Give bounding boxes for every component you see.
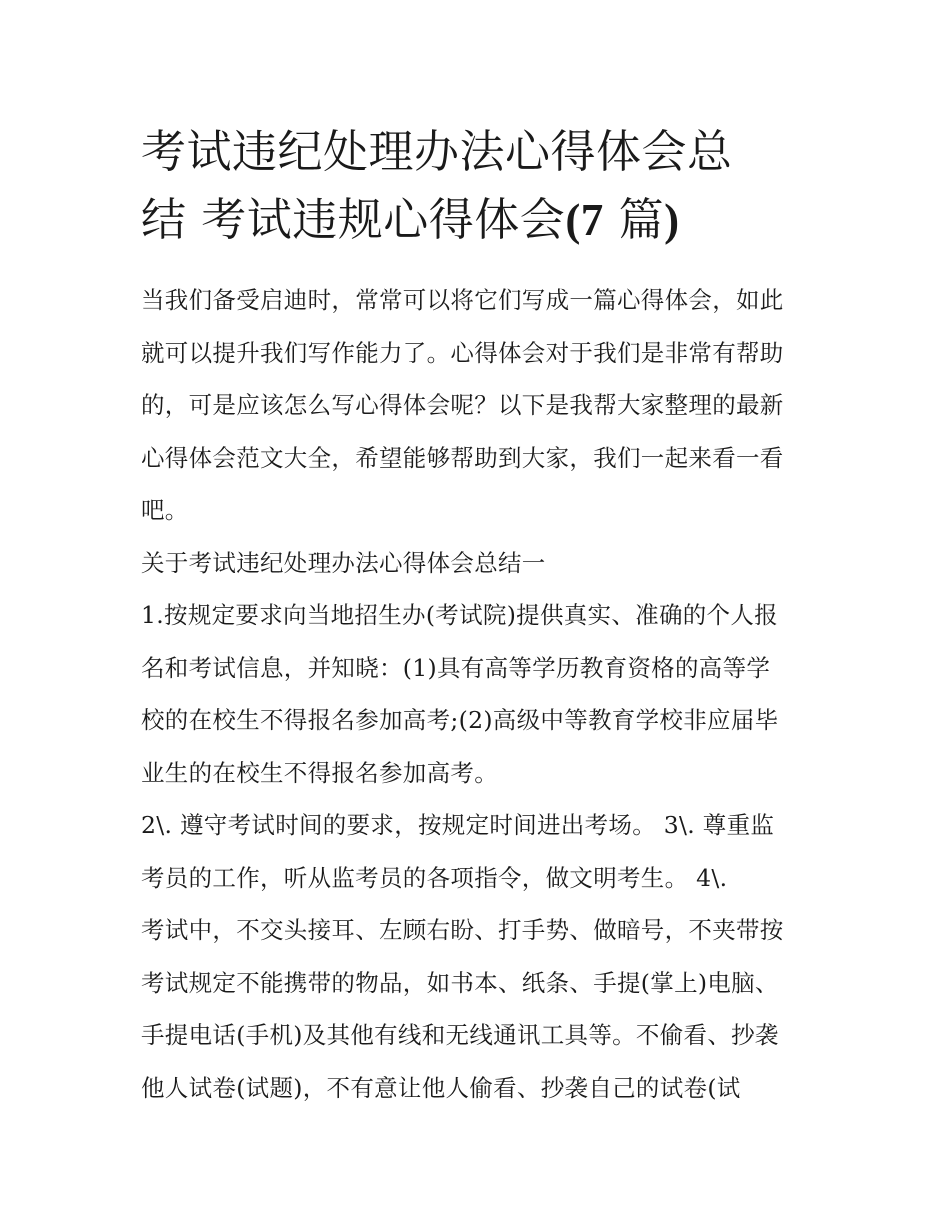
document-page — [141, 118, 813, 1114]
rule-paragraph-2 — [141, 799, 813, 1114]
title-pian: 篇 — [618, 193, 665, 246]
text-line: 1.按规定要求向当地招生办(考试院)提供真实、准确的个人报 — [141, 601, 778, 629]
text-line: 考员的工作，听从监考员的各项指令，做文明考生。 4\. — [141, 863, 728, 892]
title-paren-open: (7 — [565, 195, 604, 245]
text-line: 业生的在校生不得报名参加高考。 — [141, 758, 498, 787]
text-line: 2\. 遵守考试时间的要求，按规定时间进出考场。 3\. 尊重监 — [141, 811, 775, 839]
text-line: 手提电话(手机)及其他有线和无线通讯工具等。不偷看、抄袭 — [141, 1021, 779, 1049]
text-line: 校的在校生不得报名参加高考;(2)高级中等教育学校非应届毕 — [141, 706, 779, 734]
text-line: 就可以提升我们写作能力了。心得体会对于我们是非常有帮助 — [141, 338, 784, 367]
text-line: 心得体会范文大全，希望能够帮助到大家，我们一起来看一看 — [141, 443, 784, 472]
text-line: 名和考试信息，并知晓：(1)具有高等学历教育资格的高等学 — [141, 653, 771, 682]
text-line: 他人试卷(试题)，不有意让他人偷看、抄袭自己的试卷(试 — [141, 1073, 741, 1102]
intro-paragraph — [141, 274, 813, 537]
text-line: 当我们备受启迪时，常常可以将它们写成一篇心得体会，如此 — [141, 286, 784, 314]
text-line: 吧。 — [141, 496, 189, 524]
document-body — [141, 274, 813, 1114]
title-line-1: 考试违纪处理办法心得体会总 — [141, 125, 733, 178]
text-line: 考试规定不能携带的物品，如书本、纸条、手提(掌上)电脑、 — [141, 968, 779, 997]
text-line: 的，可是应该怎么写心得体会呢？以下是我帮大家整理的最新 — [141, 391, 784, 419]
title-paren-close: ) — [664, 195, 680, 245]
section-heading — [141, 537, 813, 590]
text-line: 关于考试违纪处理办法心得体会总结一 — [141, 548, 546, 577]
title-line-2-text: 结 考试违规心得体会 — [141, 193, 566, 246]
document-title — [141, 118, 813, 254]
title-line-2 — [141, 186, 813, 254]
rule-paragraph-1 — [141, 589, 813, 799]
text-line: 考试中，不交头接耳、左顾右盼、打手势、做暗号，不夹带按 — [141, 916, 784, 944]
